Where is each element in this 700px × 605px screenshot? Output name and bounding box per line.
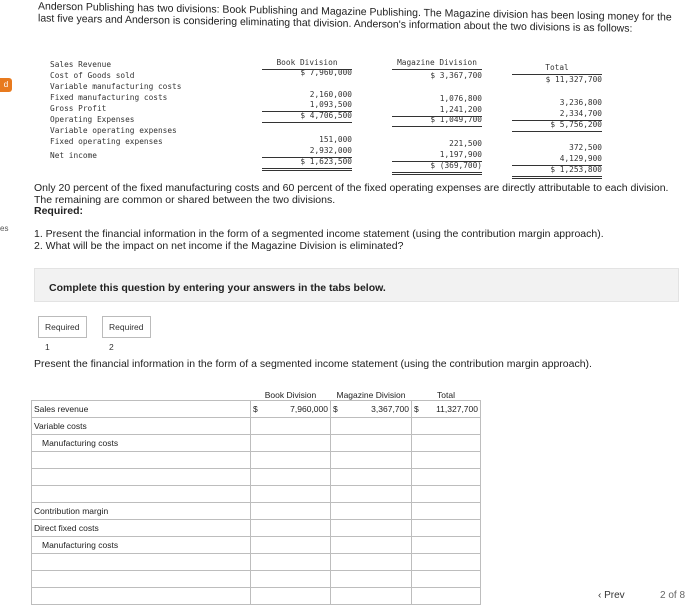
- fin-sales-mag: $ 3,367,700: [430, 71, 482, 80]
- prev-label: Prev: [604, 590, 625, 601]
- fin-row-label: Variable manufacturing costs: [50, 82, 182, 91]
- sales-book-value: 7,960,000: [290, 404, 328, 414]
- input-cell[interactable]: [251, 418, 331, 435]
- fin-header-magazine: Magazine Division: [392, 58, 482, 70]
- input-cell[interactable]: [251, 486, 331, 503]
- fin-row-label: Variable operating expenses: [50, 126, 177, 135]
- row-label-blank[interactable]: [32, 452, 251, 469]
- input-cell[interactable]: [331, 537, 412, 554]
- fin-row-label: Fixed manufacturing costs: [50, 93, 168, 102]
- fin-value: 372,500: [569, 143, 602, 152]
- fin-row-label: Sales Revenue: [50, 60, 112, 69]
- input-cell[interactable]: [251, 537, 331, 554]
- prev-button[interactable]: [598, 590, 625, 601]
- input-cell[interactable]: [251, 554, 331, 571]
- input-cell[interactable]: [331, 418, 412, 435]
- fin-value: $ 1,253,800: [512, 165, 602, 179]
- fin-value: 4,129,900: [512, 154, 602, 166]
- input-cell[interactable]: [331, 554, 412, 571]
- row-label-manufacturing-costs: Manufacturing costs: [32, 537, 251, 554]
- row-label-blank[interactable]: [32, 486, 251, 503]
- fin-value: 1,093,500: [262, 100, 352, 112]
- fin-value: 1,076,800: [439, 94, 482, 103]
- fin-value: 3,236,800: [559, 98, 602, 107]
- fin-row-label: Gross Profit: [50, 104, 107, 113]
- instructions-box: [34, 268, 679, 302]
- currency-symbol: $: [333, 404, 338, 414]
- fin-sales-book: $ 7,960,000: [300, 68, 352, 77]
- question-1: 1. Present the financial information in the form of a segmented income statement (using the contribution margin approach).: [34, 228, 604, 240]
- input-cell[interactable]: [251, 503, 331, 520]
- input-cell[interactable]: [412, 435, 481, 452]
- fin-value: 2,160,000: [309, 90, 352, 99]
- fin-header-book: Book Division: [262, 58, 352, 70]
- input-cell[interactable]: [331, 520, 412, 537]
- input-cell[interactable]: [331, 571, 412, 588]
- currency-symbol: $: [414, 404, 419, 414]
- currency-symbol: $: [253, 404, 258, 414]
- input-sales-magazine[interactable]: [331, 401, 412, 418]
- page-indicator: 2 of 8: [660, 590, 686, 601]
- fin-value: 1,241,200: [392, 105, 482, 117]
- required-heading: Required:: [34, 205, 84, 217]
- input-cell[interactable]: [412, 486, 481, 503]
- task-instruction: Present the financial information in the form of a segmented income statement (using the contribution margin approach).: [34, 358, 592, 370]
- fin-value: 2,334,700: [512, 109, 602, 121]
- problem-intro: Anderson Publishing has two divisions: Book Publishing and Magazine Publishing. The Magazine division has been losing money for the last five years and Anderson is considering eliminating that division. Anderson's information about the two divisions is as follows:: [38, 0, 672, 35]
- input-cell[interactable]: [251, 435, 331, 452]
- header-magazine-division: Magazine Division: [336, 390, 406, 400]
- fin-value: $ 4,706,500: [262, 111, 352, 123]
- questions: [34, 228, 674, 252]
- header-total: Total: [437, 390, 455, 400]
- fin-value: $ (369,700): [392, 161, 482, 175]
- side-label: es: [0, 224, 9, 233]
- row-label-contribution-margin: Contribution margin: [32, 503, 251, 520]
- fin-value: 151,000: [319, 135, 352, 144]
- row-label-blank[interactable]: [32, 469, 251, 486]
- input-cell[interactable]: [331, 503, 412, 520]
- fin-value: $ 1,623,500: [262, 157, 352, 171]
- question-2: 2. What will be the impact on net income if the Magazine Division is eliminated?: [34, 240, 404, 252]
- fin-value: 1,197,900: [392, 150, 482, 162]
- input-cell[interactable]: [251, 452, 331, 469]
- input-cell[interactable]: [251, 571, 331, 588]
- fin-value: $ 1,049,700: [392, 115, 482, 127]
- input-cell[interactable]: [412, 452, 481, 469]
- instructions-text: Complete this question by entering your answers in the tabs below.: [49, 282, 386, 294]
- input-cell[interactable]: [331, 435, 412, 452]
- row-label-variable-costs: Variable costs: [32, 418, 251, 435]
- fin-row-label: Net income: [50, 151, 97, 160]
- fin-value: 2,932,000: [262, 146, 352, 158]
- fin-row-label: Fixed operating expenses: [50, 137, 163, 146]
- fin-header-total: Total: [512, 63, 602, 75]
- row-label-direct-fixed-costs: Direct fixed costs: [32, 520, 251, 537]
- sales-magazine-value: 3,367,700: [371, 404, 409, 414]
- input-cell[interactable]: [251, 520, 331, 537]
- input-cell[interactable]: [331, 486, 412, 503]
- sales-total-value: 11,327,700: [436, 404, 478, 414]
- attribution-note: Only 20 percent of the fixed manufacturing costs and 60 percent of the fixed operating expenses are directly attributable to each division. The remaining are common or shared between the two divisions.: [34, 182, 669, 206]
- input-cell[interactable]: [412, 554, 481, 571]
- row-label-sales: Sales revenue: [32, 401, 251, 418]
- fin-row-label: Cost of Goods sold: [50, 71, 135, 80]
- chevron-left-icon: ‹: [598, 590, 602, 601]
- segmented-income-statement: [31, 378, 481, 605]
- input-cell[interactable]: [331, 452, 412, 469]
- input-cell[interactable]: [412, 571, 481, 588]
- header-book-division: Book Division: [264, 390, 317, 400]
- input-cell[interactable]: [412, 520, 481, 537]
- row-label-blank[interactable]: [32, 571, 251, 588]
- input-sales-total[interactable]: [412, 401, 481, 418]
- fin-value: 221,500: [449, 139, 482, 148]
- input-cell[interactable]: [412, 418, 481, 435]
- fin-sales-total: $ 11,327,700: [545, 75, 602, 84]
- row-label-manufacturing-costs: Manufacturing costs: [32, 435, 251, 452]
- input-cell[interactable]: [251, 469, 331, 486]
- fin-value: $ 5,756,200: [512, 120, 602, 132]
- row-label-blank[interactable]: [32, 554, 251, 571]
- tab-required-2[interactable]: Required 2: [102, 316, 151, 338]
- input-cell[interactable]: [412, 469, 481, 486]
- fin-row-label: Operating Expenses: [50, 115, 135, 124]
- input-sales-book[interactable]: [251, 401, 331, 418]
- header-spacer: [32, 378, 251, 401]
- left-tab-marker[interactable]: d: [0, 78, 12, 92]
- input-cell[interactable]: [412, 503, 481, 520]
- tab-required-1[interactable]: Required 1: [38, 316, 87, 338]
- input-cell[interactable]: [412, 537, 481, 554]
- input-cell[interactable]: [331, 469, 412, 486]
